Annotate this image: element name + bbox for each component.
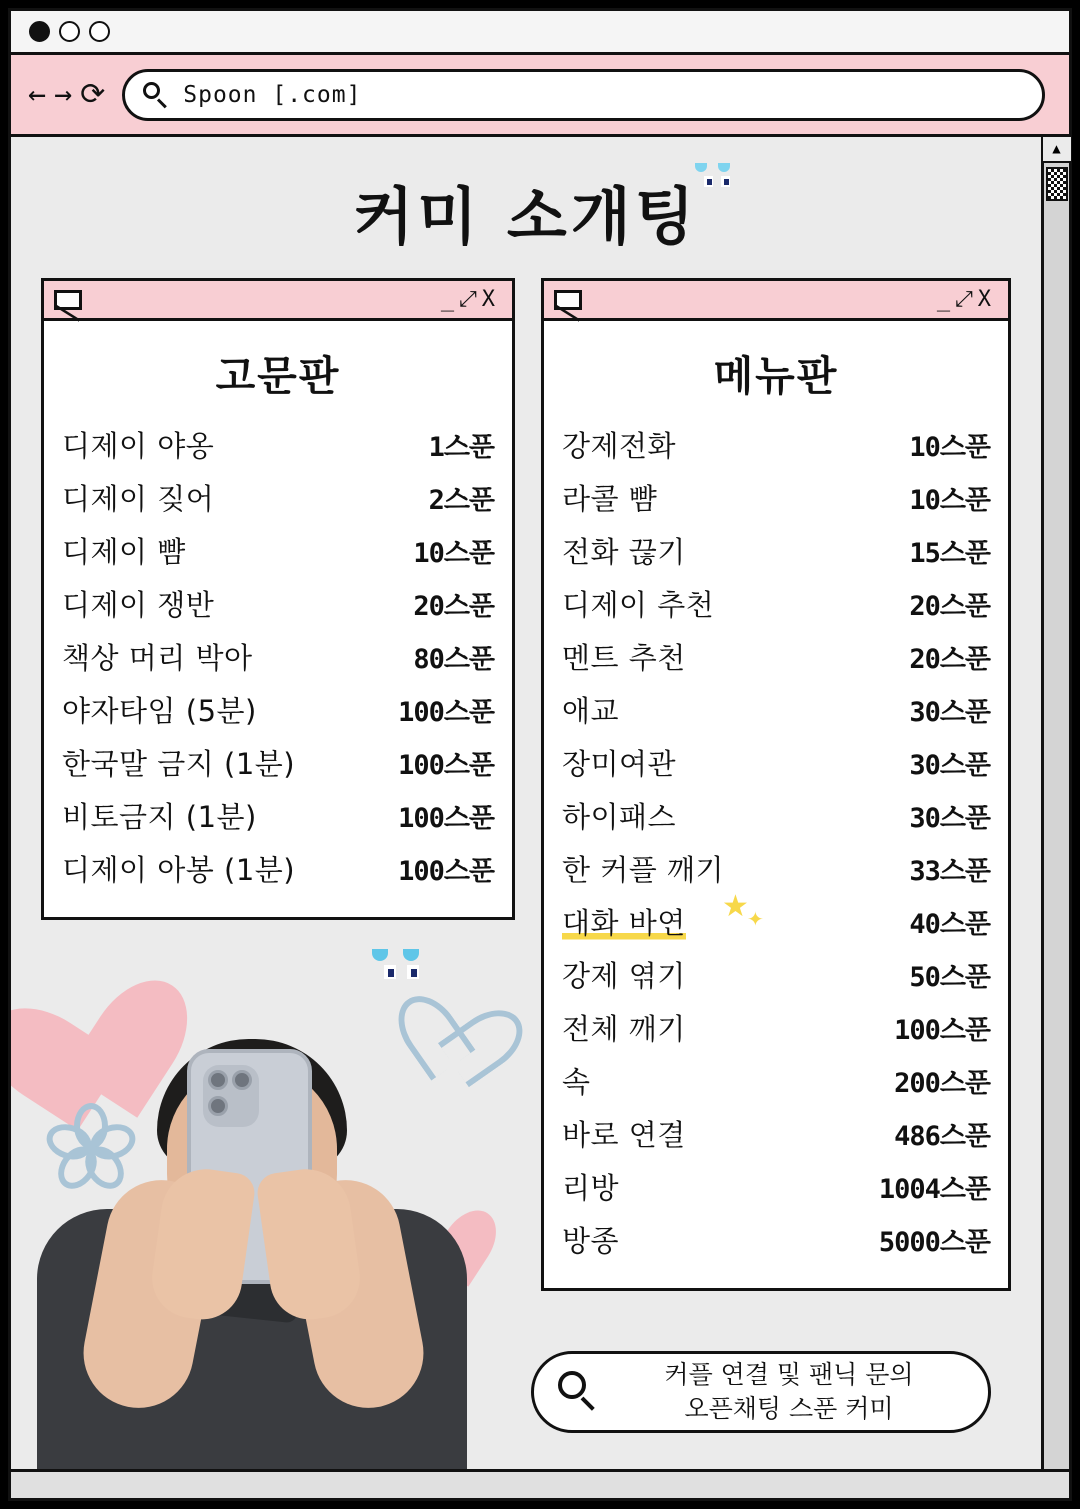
item-label: 바로 연결: [562, 1118, 686, 1152]
item-label: 책상 머리 박아: [62, 641, 253, 675]
item-price: 20스푼: [413, 591, 494, 622]
item-label: 전화 끊기: [562, 535, 686, 569]
panel-gomunpan: [41, 278, 515, 920]
item-price: 40스푼: [909, 909, 990, 940]
list-item[interactable]: [562, 842, 990, 895]
list-item[interactable]: [562, 1001, 990, 1054]
item-label: 비토금지 (1분): [62, 800, 257, 834]
list-item[interactable]: [62, 471, 494, 524]
page-title-text: 커미 소개팅: [353, 180, 699, 253]
list-item[interactable]: [562, 577, 990, 630]
list-item[interactable]: [562, 683, 990, 736]
window-dot-close[interactable]: [29, 21, 50, 42]
list-item[interactable]: [562, 524, 990, 577]
list-item[interactable]: [62, 736, 494, 789]
item-label: 멘트 추천: [562, 641, 686, 675]
item-label: 디제이 뺨: [62, 535, 186, 569]
item-price: 486스푼: [894, 1121, 990, 1152]
item-label: 리방: [562, 1171, 620, 1205]
item-price: 30스푼: [909, 697, 990, 728]
contact-line-1: 커플 연결 및 팬닉 문의: [664, 1360, 914, 1390]
sparkle-icon: ★: [722, 889, 749, 924]
item-label: 디제이 추천: [562, 588, 715, 622]
panel-window-buttons-left[interactable]: _⤢X: [440, 287, 500, 312]
item-label: 하이패스: [562, 800, 677, 834]
mail-icon: [554, 290, 582, 310]
list-item[interactable]: [62, 524, 494, 577]
list-item[interactable]: [562, 789, 990, 842]
list-item[interactable]: [562, 948, 990, 1001]
item-price: 100스푼: [398, 856, 494, 887]
item-label: 강제 엮기: [562, 959, 686, 993]
profile-photo: [37, 979, 467, 1469]
list-item[interactable]: [62, 630, 494, 683]
item-price: 30스푼: [909, 750, 990, 781]
forward-arrow-icon[interactable]: →: [54, 76, 73, 112]
item-label: 속: [562, 1065, 591, 1099]
photo-collage: [27, 949, 527, 1469]
item-label: 디제이 아봉 (1분): [62, 853, 296, 887]
price-list-right: [544, 418, 1008, 1288]
list-item[interactable]: [62, 418, 494, 471]
search-icon: [558, 1371, 600, 1413]
item-label: 애교: [562, 694, 620, 728]
contact-text: [614, 1358, 964, 1426]
list-item[interactable]: [562, 1054, 990, 1107]
page-title: [11, 167, 1041, 256]
item-price: 20스푼: [909, 591, 990, 622]
item-price: 100스푼: [894, 1015, 990, 1046]
panel-title-bar-right: [544, 281, 1008, 321]
list-item[interactable]: [62, 842, 494, 895]
list-item[interactable]: [562, 1160, 990, 1213]
item-price: 100스푼: [398, 803, 494, 834]
item-price: 20스푼: [909, 644, 990, 675]
nav-buttons: [25, 76, 108, 112]
list-item[interactable]: [562, 471, 990, 524]
item-price: 100스푼: [398, 750, 494, 781]
item-label: 강제전화: [562, 429, 677, 463]
status-bar: [11, 1469, 1069, 1498]
panel-window-buttons-right[interactable]: _⤢X: [936, 287, 996, 312]
item-price: 100스푼: [398, 697, 494, 728]
contact-search-pill[interactable]: [531, 1351, 991, 1433]
item-label: 디제이 짖어: [62, 482, 215, 516]
item-label: 디제이 쟁반: [62, 588, 215, 622]
item-price: 10스푼: [909, 432, 990, 463]
window-dot-maximize[interactable]: [89, 21, 110, 42]
panel-title-bar-left: [44, 281, 512, 321]
back-arrow-icon[interactable]: ←: [28, 76, 47, 112]
scrollbar-thumb[interactable]: [1046, 167, 1068, 201]
price-list-left: [44, 418, 512, 917]
list-item[interactable]: [562, 630, 990, 683]
item-label: 야자타임 (5분): [62, 694, 257, 728]
list-item-highlighted[interactable]: [562, 889, 990, 948]
list-item[interactable]: [562, 418, 990, 471]
item-price: 80스푼: [413, 644, 494, 675]
item-price: 5000스푼: [878, 1227, 990, 1258]
list-item[interactable]: [62, 789, 494, 842]
reload-icon[interactable]: ⟳: [80, 76, 106, 112]
ghost-icon: [695, 163, 741, 209]
scrollbar[interactable]: [1041, 137, 1069, 1469]
list-item[interactable]: [62, 577, 494, 630]
item-label: 장미여관: [562, 747, 677, 781]
url-input[interactable]: [122, 69, 1045, 121]
item-price: 10스푼: [413, 538, 494, 569]
title-bar: [11, 11, 1069, 55]
window-dot-minimize[interactable]: [59, 21, 80, 42]
contact-line-2: 오픈채팅 스푼 커미: [684, 1394, 894, 1423]
item-price: 30스푼: [909, 803, 990, 834]
item-price: 15스푼: [909, 538, 990, 569]
item-label: 디제이 야옹: [62, 429, 215, 463]
address-bar: [11, 55, 1069, 137]
item-price: 10스푼: [909, 485, 990, 516]
item-label: 방종: [562, 1224, 620, 1258]
list-item[interactable]: [562, 1107, 990, 1160]
item-label: 라콜 뺨: [562, 482, 658, 516]
item-price: 2스푼: [428, 485, 494, 516]
list-item[interactable]: [62, 683, 494, 736]
item-price: 1스푼: [428, 432, 494, 463]
item-label: 대화 바연: [562, 901, 686, 942]
browser-window: [8, 8, 1072, 1501]
sparkle-icon-small: ✦: [747, 907, 764, 931]
item-price: 200스푼: [894, 1068, 990, 1099]
panel-heading-left: 고문판: [215, 352, 341, 400]
page-body: [11, 137, 1041, 1469]
mail-icon: [54, 290, 82, 310]
panel-menupan: [541, 278, 1011, 1291]
panel-heading-right: 메뉴판: [713, 352, 839, 400]
item-label: 한국말 금지 (1분): [62, 747, 296, 781]
content-area: [11, 137, 1069, 1469]
item-label: 전체 깨기: [562, 1012, 686, 1046]
list-item[interactable]: [562, 1213, 990, 1266]
item-price: 1004스푼: [878, 1174, 990, 1205]
item-price: 50스푼: [909, 962, 990, 993]
item-label: 한 커플 깨기: [562, 853, 725, 887]
item-price: 33스푼: [909, 856, 990, 887]
search-icon: [143, 82, 169, 108]
url-text: Spoon [.com]: [183, 81, 362, 108]
list-item[interactable]: [562, 736, 990, 789]
scroll-up-arrow-icon[interactable]: ▲: [1043, 137, 1071, 163]
